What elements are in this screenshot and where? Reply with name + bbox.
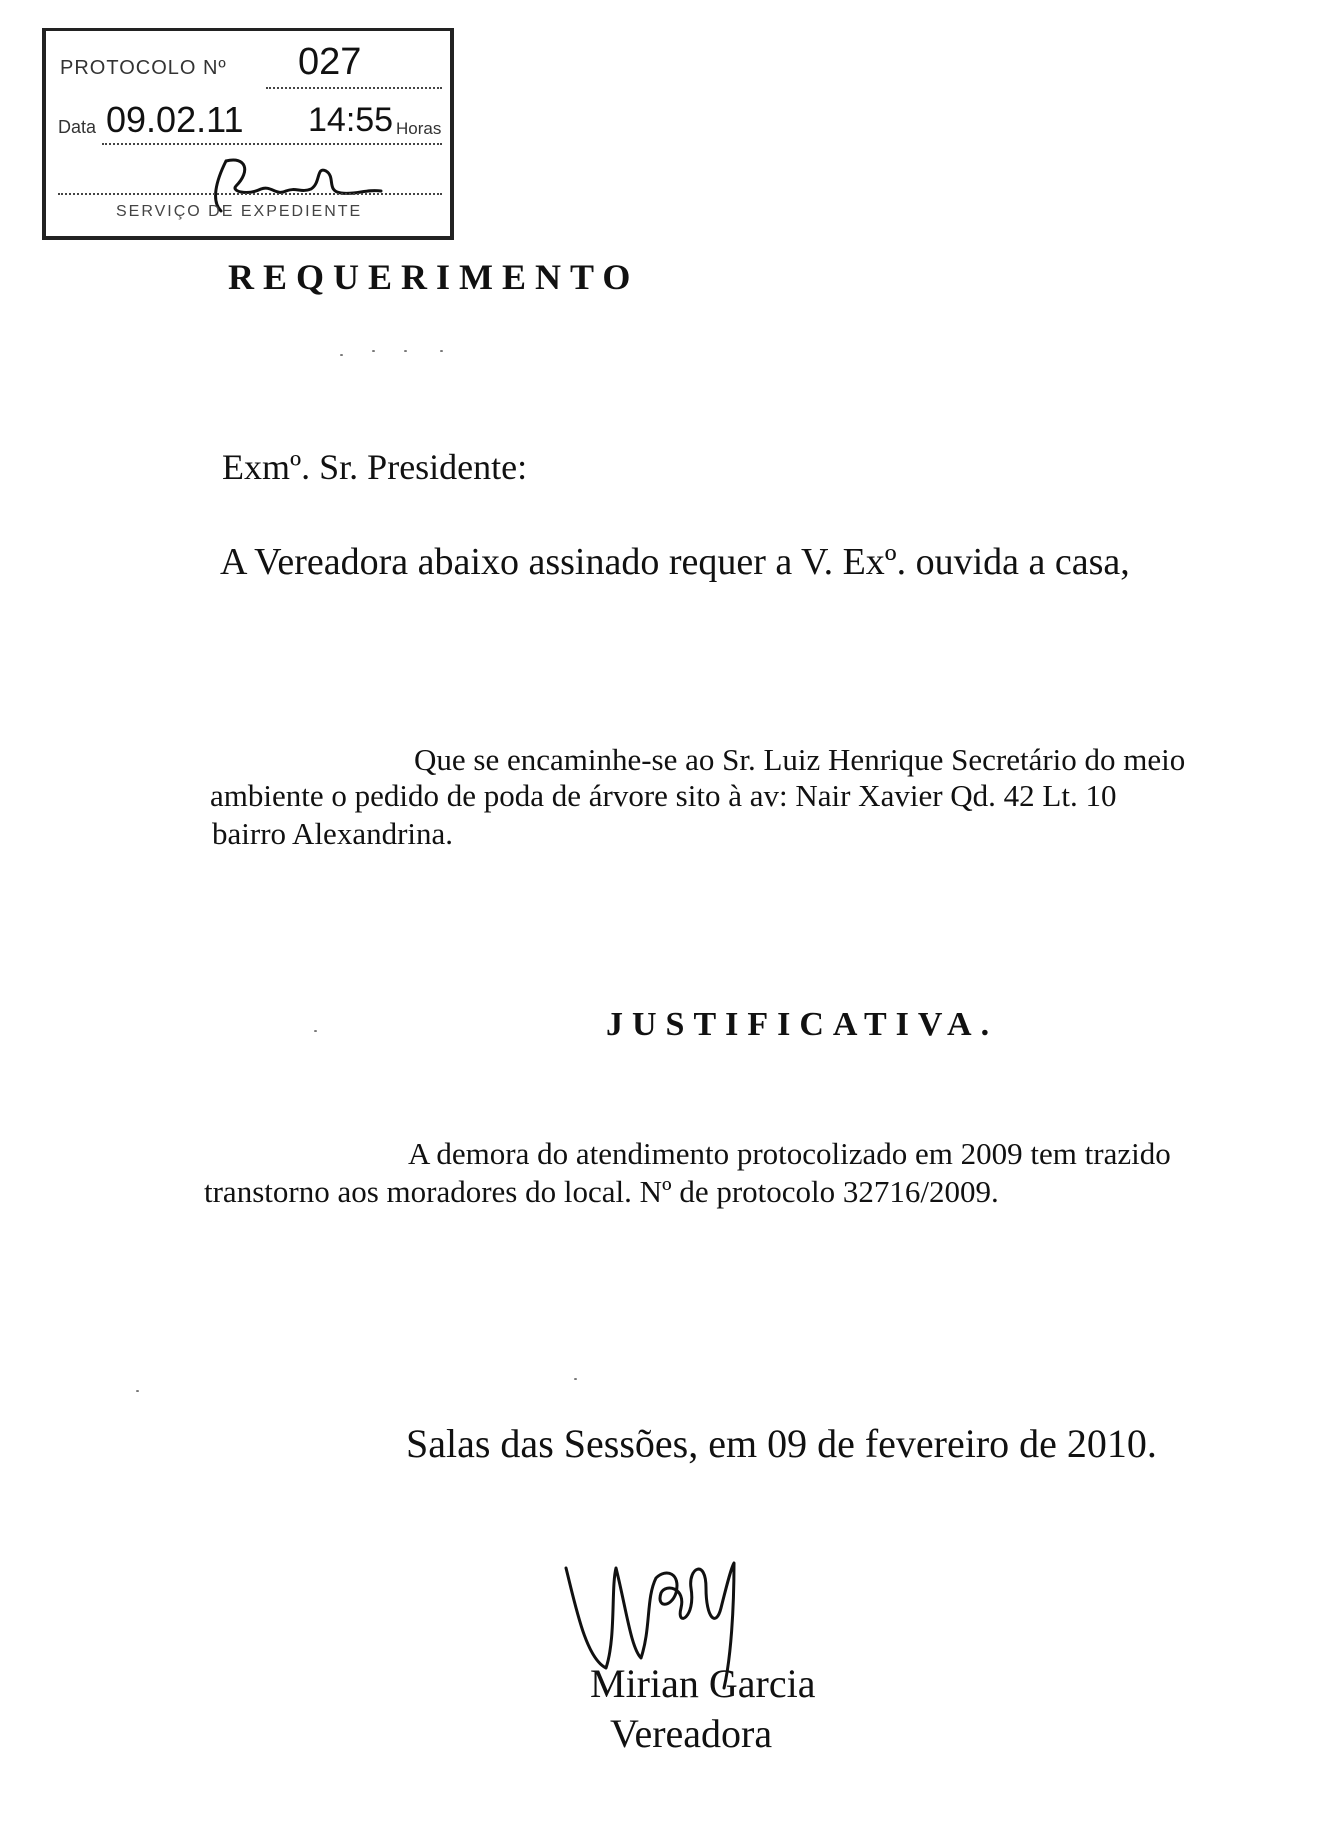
scan-speck	[440, 350, 443, 352]
department-dotted-line	[58, 193, 442, 195]
scan-speck	[574, 1378, 577, 1380]
justification-title: JUSTIFICATIVA.	[606, 1006, 999, 1043]
date-value: 09.02.11	[106, 99, 244, 140]
department-label: SERVIÇO DE EXPEDIENTE	[116, 203, 363, 220]
greeting: Exmº. Sr. Presidente:	[222, 447, 528, 487]
signer-name: Mirian Garcia	[590, 1661, 816, 1706]
document-title: REQUERIMENTO	[228, 257, 640, 297]
scan-speck	[372, 350, 375, 352]
protocol-label: PROTOCOLO Nº	[60, 57, 227, 79]
hours-label: Horas	[396, 119, 442, 138]
scan-speck	[404, 350, 407, 352]
request-line: bairro Alexandrina.	[212, 816, 454, 851]
scan-speck	[136, 1390, 139, 1392]
justification-line: transtorno aos moradores do local. Nº de protocolo 32716/2009.	[204, 1174, 999, 1209]
signer-role: Vereadora	[610, 1711, 773, 1756]
scan-speck	[314, 1030, 317, 1032]
protocol-dotted-line	[266, 87, 442, 89]
protocol-number: 027	[298, 41, 362, 83]
request-line: Que se encaminhe-se ao Sr. Luiz Henrique Secretário do meio	[414, 742, 1186, 777]
justification-line: A demora do atendimento protocolizado em 2009 tem trazido	[408, 1136, 1171, 1171]
request-line: ambiente o pedido de poda de árvore sito à av: Nair Xavier Qd. 42 Lt. 10	[210, 778, 1117, 813]
place-and-date: Salas das Sessões, em 09 de fevereiro de 2010.	[406, 1421, 1157, 1466]
time-value: 14:55	[308, 101, 394, 139]
protocol-stamp	[42, 28, 454, 240]
intro-paragraph: A Vereadora abaixo assinado requer a V. Exº. ouvida a casa,	[220, 541, 1130, 583]
scan-speck	[340, 354, 343, 356]
date-label: Data	[58, 117, 97, 137]
